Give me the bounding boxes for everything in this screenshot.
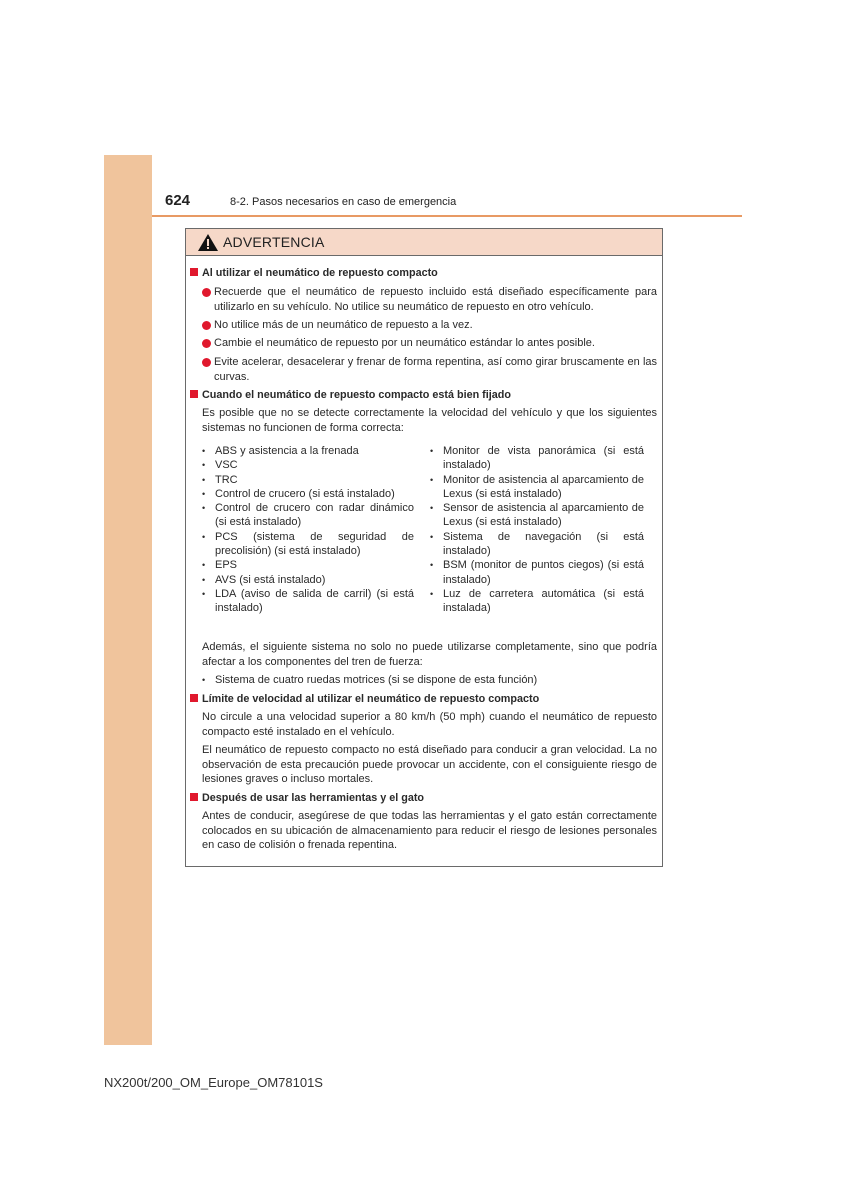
heading-fitted: Cuando el neumático de repuesto compacto está bien fijado	[190, 388, 511, 403]
chapter-tab-band	[104, 155, 152, 1045]
header-rule	[152, 215, 742, 217]
list-item: • BSM (monitor de puntos ciegos) (si está instalado)	[430, 558, 644, 587]
list-item: • Monitor de vista panorámica (si está instalado)	[430, 444, 644, 473]
section-title: 8-2. Pasos necesarios en caso de emergencia	[230, 196, 457, 208]
list-item: Cambie el neumático de repuesto por un neumático estándar lo antes posible.	[214, 336, 657, 351]
extra-list	[202, 673, 657, 687]
heading-compact-spare: Al utilizar el neumático de repuesto compacto	[190, 266, 438, 281]
heading-speed-limit: Límite de velocidad al utilizar el neumático de repuesto compacto	[190, 692, 539, 707]
systems-list-left	[202, 444, 414, 616]
list-item: • LDA (aviso de salida de carril) (si está instalado)	[202, 587, 414, 616]
list-item: • PCS (sistema de seguridad de precolisión) (si está instalado)	[202, 530, 414, 559]
list-item: Recuerde que el neumático de repuesto incluido está diseñado específicamente para utilizarlo en su vehículo. No utilice su neumático de repuesto en otro vehículo.	[214, 285, 657, 314]
warning-title: ADVERTENCIA	[223, 234, 325, 250]
list-item: • Sensor de asistencia al aparcamiento de Lexus (si está instalado)	[430, 501, 644, 530]
list-item: • Sistema de navegación (si está instalado)	[430, 530, 644, 559]
warning-header	[186, 229, 662, 256]
list-item: • Control de crucero (si está instalado)	[202, 487, 414, 501]
heading-after-tools: Después de usar las herramientas y el gato	[190, 791, 424, 806]
paragraph: El neumático de repuesto compacto no está diseñado para conducir a gran velocidad. La no observación de esta precaución puede provocar un accidente, con el consiguiente riesgo de lesiones graves o incluso mortales.	[202, 744, 657, 785]
paragraph: Antes de conducir, asegúrese de que todas las herramientas y el gato están correctamente colocados en su ubicación de almacenamiento para reducir el riesgo de lesiones personales en caso de colisión o frenada repentina.	[202, 810, 657, 851]
list-item: • AVS (si está instalado)	[202, 573, 414, 587]
footer-code: NX200t/200_OM_Europe_OM78101S	[104, 1075, 323, 1090]
list-item: • VSC	[202, 458, 414, 472]
list-item: • Luz de carretera automática (si está instalada)	[430, 587, 644, 616]
warning-box	[185, 228, 663, 867]
warning-triangle-icon	[198, 234, 218, 251]
list-item: • TRC	[202, 473, 414, 487]
list-item: • Control de crucero con radar dinámico (si está instalado)	[202, 501, 414, 530]
list-item: No utilice más de un neumático de repuesto a la vez.	[214, 318, 657, 333]
list-item: • EPS	[202, 558, 414, 572]
list-item: • Monitor de asistencia al aparcamiento de Lexus (si está instalado)	[430, 473, 644, 502]
paragraph: No circule a una velocidad superior a 80 km/h (50 mph) cuando el neumático de repuesto compacto esté instalado en el vehículo.	[202, 711, 657, 738]
list-item: Evite acelerar, desacelerar y frenar de forma repentina, así como girar bruscamente en las curvas.	[214, 355, 657, 384]
list-item: • Sistema de cuatro ruedas motrices (si se dispone de esta función)	[202, 673, 657, 687]
systems-list-right	[430, 444, 644, 616]
page-number: 624	[165, 192, 191, 209]
paragraph: Es posible que no se detecte correctamente la velocidad del vehículo y que los siguientes sistemas no funcionen de forma correcta:	[202, 407, 657, 434]
paragraph: Además, el siguiente sistema no solo no puede utilizarse completamente, sino que podría afectar a los componentes del tren de fuerza:	[202, 641, 657, 668]
list-item: • ABS y asistencia a la frenada	[202, 444, 414, 458]
